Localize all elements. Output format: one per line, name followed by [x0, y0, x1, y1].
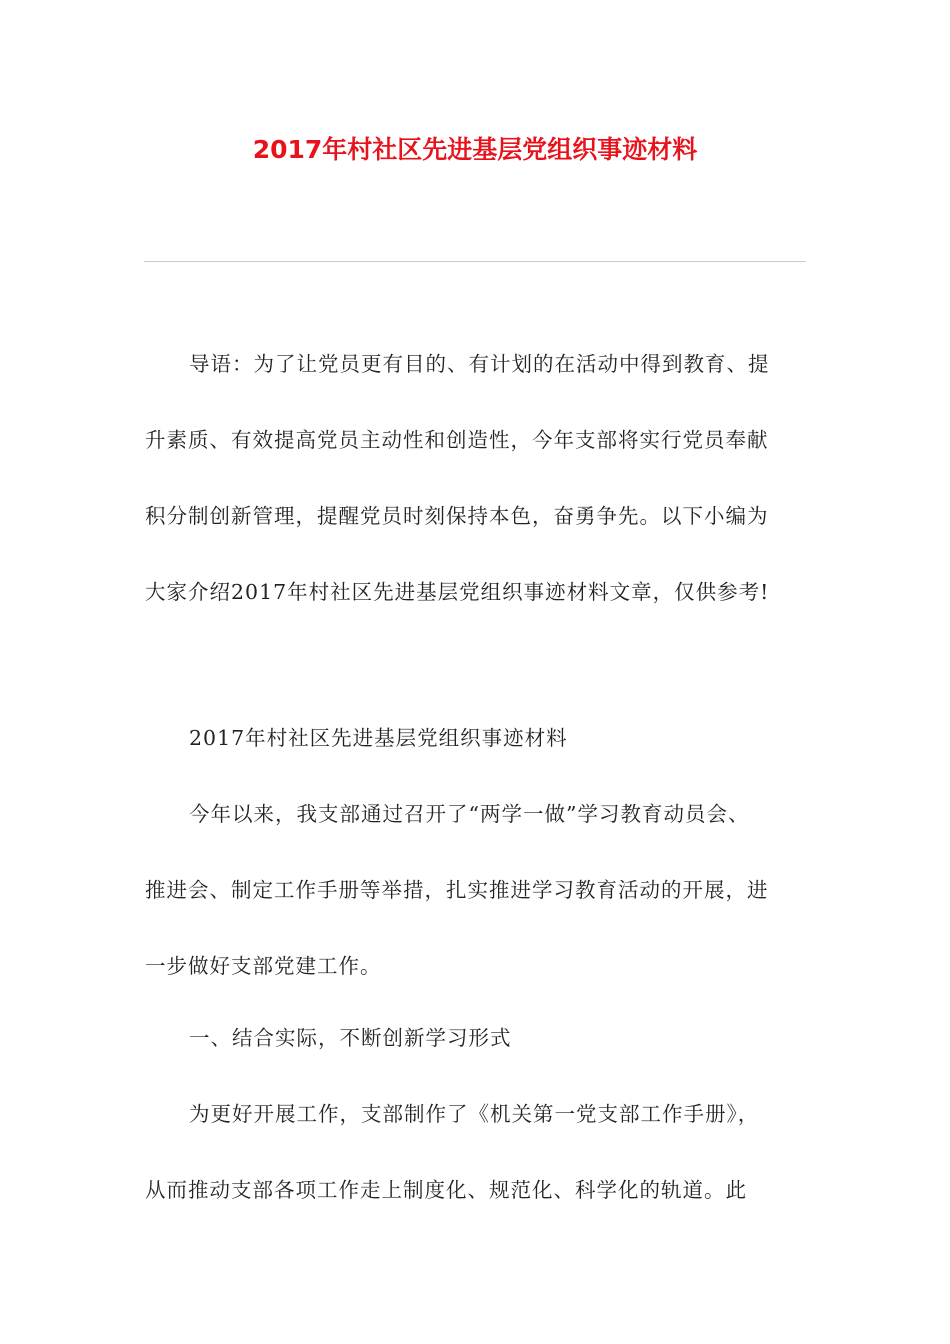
document-title: 2017年村社区先进基层党组织事迹材料 [252, 135, 698, 164]
title-divider [144, 261, 806, 262]
article-subtitle-block [145, 700, 805, 776]
body-line: 一步做好支部党建工作。 [145, 954, 382, 978]
body-paragraph-1 [145, 776, 805, 1004]
section-heading-block [145, 1000, 805, 1076]
body-line: 今年以来，我支部通过召开了“两学一做”学习教育动员会、 [189, 802, 750, 826]
body-line: 从而推动支部各项工作走上制度化、规范化、科学化的轨道。此 [145, 1178, 747, 1202]
intro-paragraph [145, 326, 805, 630]
article-subtitle: 2017年村社区先进基层党组织事迹材料 [189, 726, 568, 750]
body-line: 为更好开展工作，支部制作了《机关第一党支部工作手册》， [189, 1102, 760, 1126]
intro-line: 积分制创新管理，提醒党员时刻保持本色，奋勇争先。以下小编为 [145, 504, 769, 528]
intro-line: 大家介绍2017年村社区先进基层党组织事迹材料文章，仅供参考! [145, 580, 770, 604]
intro-line: 导语：为了让党员更有目的、有计划的在活动中得到教育、提 [189, 352, 770, 376]
section-heading: 一、结合实际，不断创新学习形式 [189, 1026, 512, 1050]
body-paragraph-2 [145, 1076, 805, 1228]
body-line: 推进会、制定工作手册等举措，扎实推进学习教育活动的开展，进 [145, 878, 769, 902]
intro-line: 升素质、有效提高党员主动性和创造性，今年支部将实行党员奉献 [145, 428, 769, 452]
